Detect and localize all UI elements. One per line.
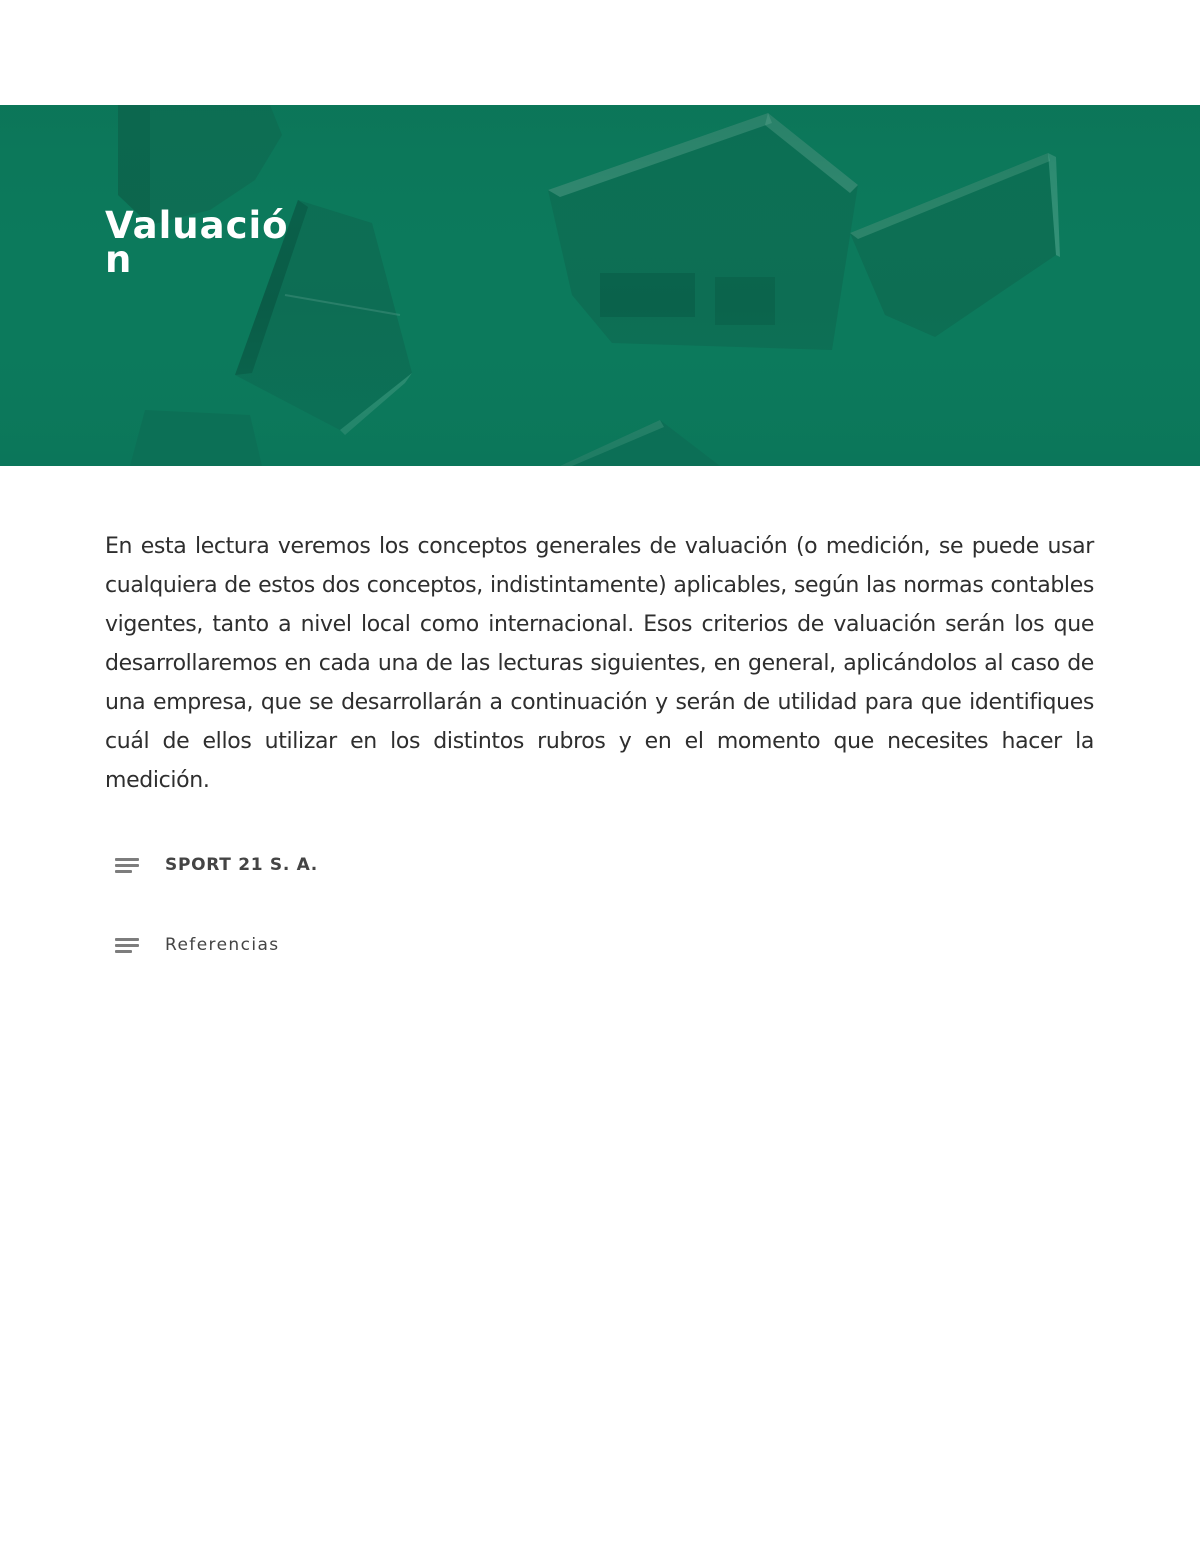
lines-icon (115, 938, 141, 958)
toc-item-label: SPORT 21 S. A. (165, 855, 318, 875)
intro-paragraph: En esta lectura veremos los conceptos generales de valuación (o medición, se puede usar cualquiera de estos dos conceptos, indistintamente) aplicables, según las normas contables vigentes, tanto a nivel local como internacional. Esos criterios de valuación serán los que desarrollaremos en cada una de las lecturas siguientes, en general, aplicándolos al caso de una empresa, que se desarrollarán a continuación y serán de utilidad para que identifiques cuál de ellos utilizar en los distintos rubros y en el momento que necesites hacer la medición. (105, 534, 1094, 793)
toc-item-label: Referencias (165, 935, 280, 955)
banner-background-image (0, 105, 1200, 466)
header-banner (0, 105, 1200, 466)
lines-icon (115, 858, 141, 878)
page-title: Valuación (105, 204, 289, 281)
toc-item-sport-21[interactable] (0, 848, 600, 888)
toc-item-referencias[interactable] (0, 928, 600, 968)
